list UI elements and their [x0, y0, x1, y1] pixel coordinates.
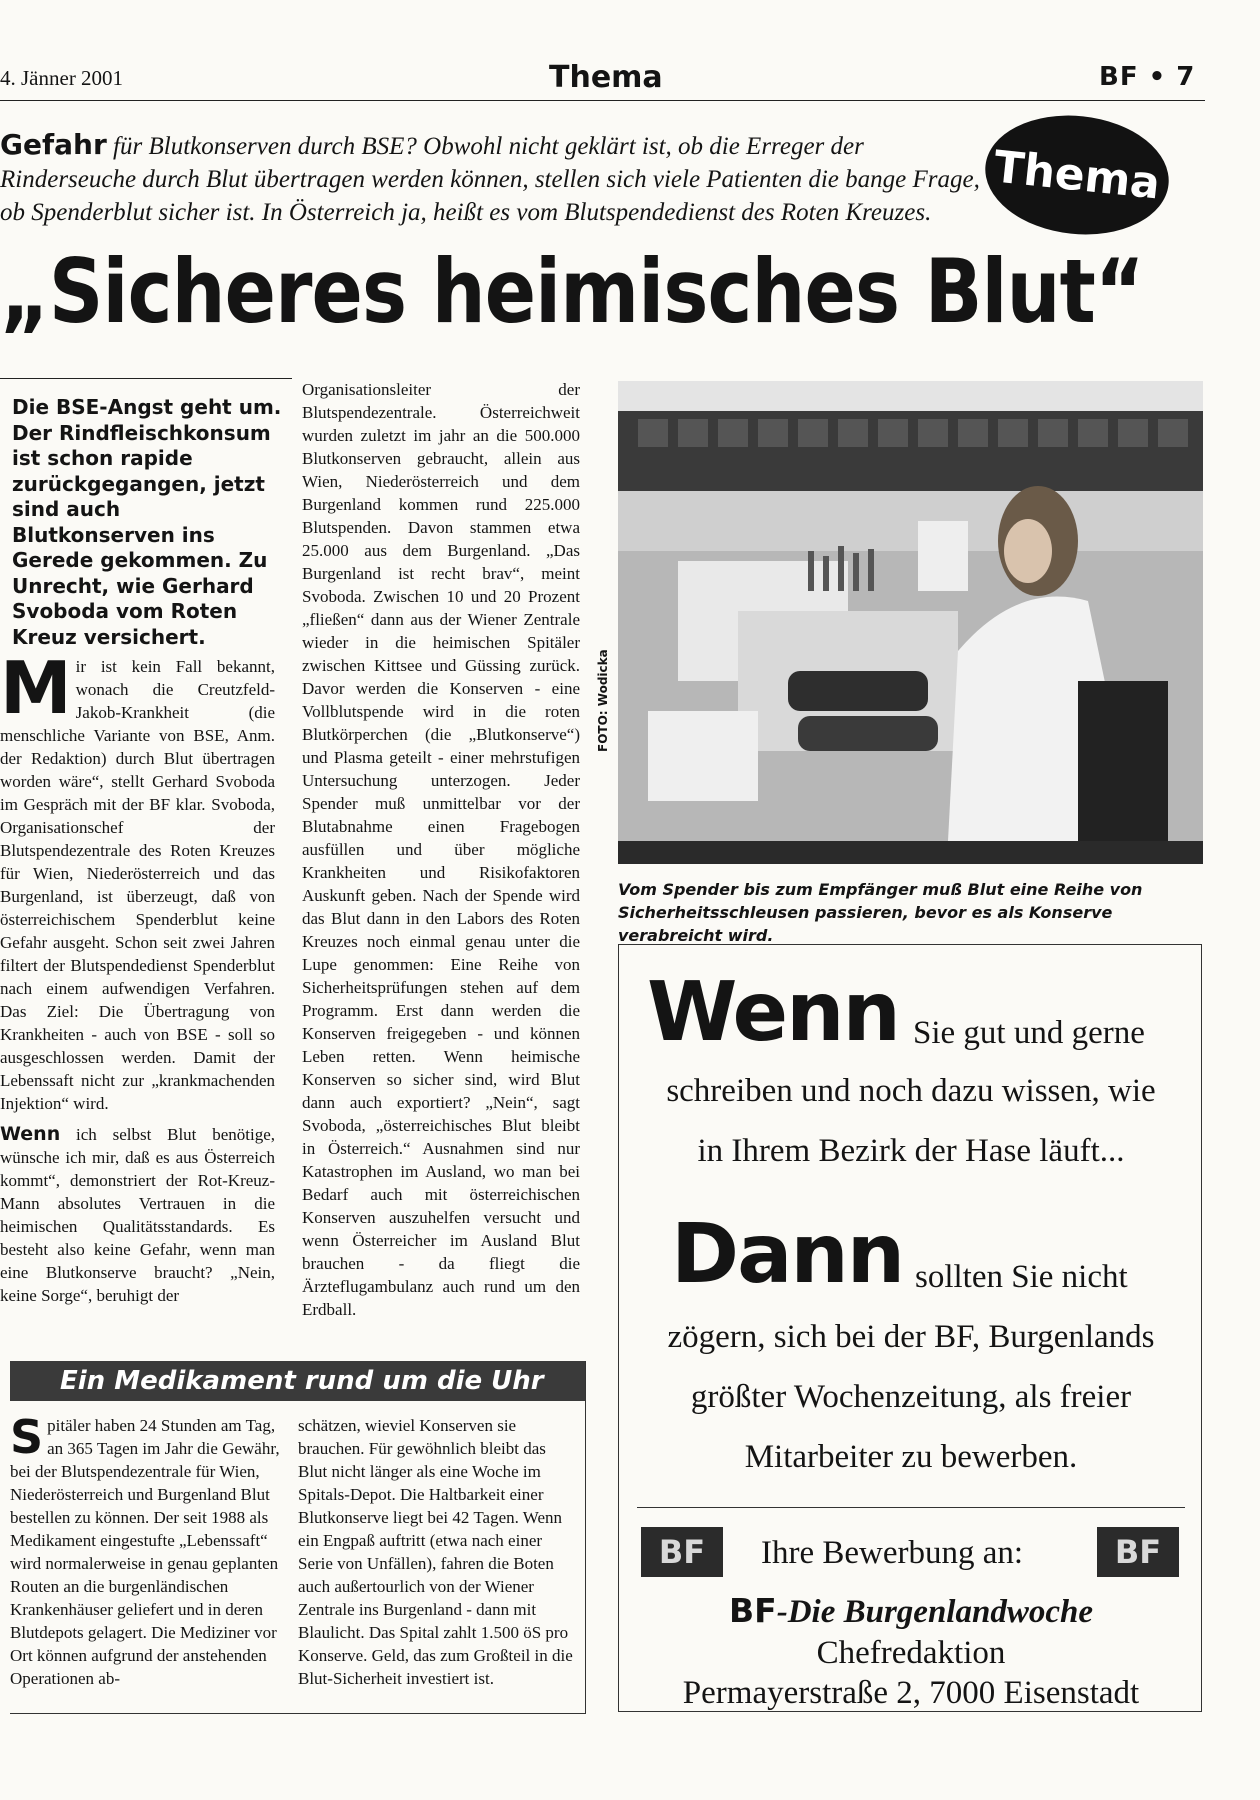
headline: „Sicheres heimisches Blut“	[0, 240, 1144, 343]
ad-organisation	[619, 1591, 1203, 1631]
ad-address: Permayerstraße 2, 7000 Eisenstadt	[682, 1675, 1140, 1711]
ad-line-6: größter Wochenzeitung, als freier	[690, 1379, 1132, 1415]
ad-line-4: sollten Sie nicht	[915, 1259, 1128, 1295]
thema-badge	[979, 107, 1174, 244]
kicker-text: für Blutkonserven durch BSE? Obwohl nicht geklärt ist, ob die Erreger der Rinderseuche durch Blut übertragen werden können, stellen sich viele Patienten die bange Frage, ob Spenderblut sicher ist. In Österreich ja, heißt es vom Blutspendedienst des Roten Kreuzes.	[0, 133, 980, 226]
kicker-lead: Gefahr	[0, 128, 107, 161]
box-column-1	[10, 1410, 280, 1690]
intro-teaser: Die BSE-Angst geht um. Der Rindfleischkonsum ist schon rapide zurückgegangen, jetzt sind auch Blutkonserven ins Gerede gekommen. Zu Unrecht, wie Gerhard Svoboda vom Roten Kreuz versichert.	[12, 395, 282, 649]
intro-rule	[0, 378, 292, 379]
article-column-1	[0, 646, 275, 1307]
ad-line-5: zögern, sich bei der BF, Burgenlands	[667, 1319, 1155, 1355]
box-border-bottom	[10, 1713, 586, 1714]
ad-wenn: Wenn	[647, 965, 899, 1060]
badge-label: Thema	[991, 140, 1163, 210]
bf-logo-left: BF	[641, 1527, 723, 1577]
ad-org-bold: BF	[729, 1591, 777, 1630]
ad-apply: Ihre Bewerbung an:	[761, 1535, 1024, 1571]
box-drop-cap: S	[10, 1410, 44, 1464]
paragraph-2	[0, 1123, 275, 1307]
photo-caption: Vom Spender bis zum Empfänger muß Blut eine Reihe von Sicherheitsschleusen passieren, bevor es als Konserve verabreicht wird.	[618, 880, 1143, 945]
bf-logo-right: BF	[1097, 1527, 1179, 1577]
lab-photo	[618, 381, 1203, 864]
drop-cap: M	[0, 646, 72, 730]
paragraph-2-text: ich selbst Blut benötige, wünsche ich mir, daß es aus Österreich kommt“, demonstriert der Rot-Kreuz-Mann absolutes Vertrauen in die heimischen Qualitätsstandards. Es besteht also keine Gefahr, wenn man eine Blutkonserve braucht? „Nein, keine Sorge“, beruhigt der	[0, 1125, 275, 1305]
header-rule	[0, 100, 1205, 101]
page-number: BF • 7	[1099, 62, 1196, 92]
photo-credit: FOTO: Wodicka	[596, 649, 610, 752]
box-column-1-text: pitäler haben 24 Stunden am Tag, an 365 Tagen im Jahr die Gewähr, bei der Blutspendezentrale für Wien, Niederösterreich und Burgenland Blut bestellen zu können. Der seit 1988 als Medikament eingestufte „Lebenssaft“ wird normalerweise in genau geplanten Routen an die burgenländischen Krankenhäuser geliefert und in deren Blutdepots gelagert. Die Mediziner vor Ort können aufgrund der anstehenden Operationen ab-	[10, 1416, 280, 1688]
box-title: Ein Medikament rund um die Uhr	[60, 1366, 544, 1396]
article-column-2: Organisationsleiter der Blutspendezentrale. Österreichweit wurden zuletzt im jahr an die 500.000 Blutkonserven gebraucht, allein aus Wien, Niederösterreich und dem Burgenland kommen rund 225.000 Blutspenden. Davon stammen etwa 25.000 aus dem Burgenland. „Das Burgenland ist recht brav“, meint Svoboda. Zwischen 10 und 20 Prozent „fließen“ dann aus der Wiener Zentrale wieder in die heimischen Spitäler zwischen Kittsee und Güssing zurück. Davor werden die Konserven - eine Vollblutspende wird in die roten Blutkörperchen (die „Blutkonserve“) und Plasma geteilt - einer mehrstufigen Untersuchung unterzogen. Jeder Spender muß unmittelbar vor der Blutabnahme einen Fragebogen ausfüllen und über mögliche Krankheiten und Risikofaktoren Auskunft geben. Nach der Spende wird das Blut dann in den Labors des Roten Kreuzes noch einmal genau unter die Lupe genommen: Eine Reihe von Sicherheitsprüfungen stehen auf dem Programm. Erst dann werden die Konserven freigegeben - und können Leben retten. Wenn heimische Konserven so sicher sind, wird Blut dann auch exportiert? „Nein“, sagt Svoboda, „österreichisches Blut bleibt in Österreich.“ Ausnahmen sind nur Katastrophen im Ausland, wo man bei Bedarf auch mit österreichischen Konserven auszuhelfen versucht und wenn Österreicher im Ausland Blut brauchen - da fliegt die Ärzteflugambulanz auch rund um den Erdball.	[302, 380, 580, 1319]
box-border-right	[585, 1361, 586, 1713]
ad-line-2: schreiben und noch dazu wissen, wie	[666, 1073, 1156, 1109]
ad-org-rest: -Die Burgenlandwoche	[776, 1594, 1093, 1630]
ad-dann: Dann	[671, 1207, 904, 1302]
job-advertisement	[618, 944, 1202, 1712]
box-column-2: schätzen, wieviel Konserven sie brauchen. Für gewöhnlich bleibt das Blut nicht länger als eine Woche im Spitals-Depot. Die Haltbarkeit einer Blutkonserve liegt bei 42 Tagen. Wenn ein Engpaß auftritt (etwa nach einer Serie von Unfällen), fahren die Boten auch außertourlich von der Wiener Zentrale ins Burgenland - dann mit Blaulicht. Das Spital zahlt 1.500 öS pro Konserve. Geld, das zum Großteil in die Blut-Sicherheit investiert ist.	[298, 1416, 573, 1688]
paragraph-1: ir ist kein Fall bekannt, wonach die Creutzfeld-Jakob-Krankheit (die menschliche Variante von BSE, Anm. der Redaktion) durch Blut übertragen worden wäre“, stellt Gerhard Svoboda im Gespräch mit der BF klar. Svoboda, Organisationschef der Blutspendezentrale des Roten Kreuzes für Wien, Niederösterreich und das Burgenland, ist überzeugt, daß von österreichischem Spenderblut keine Gefahr ausgeht. Schon seit zwei Jahren filtert der Blutspendedienst Spenderblut nach einem aufwendigen Verfahren. Das Ziel: Die Übertragung von Krankheiten - auch von BSE - soll so ausgeschlossen werden. Damit der Lebenssaft nicht zur „krankmachenden Injektion“ wird.	[0, 657, 275, 1113]
ad-divider	[637, 1507, 1185, 1508]
ad-department: Chefredaktion	[816, 1635, 1006, 1671]
kicker	[0, 128, 990, 229]
ad-line-7: Mitarbeiter zu bewerben.	[744, 1439, 1078, 1475]
ad-line-3: in Ihrem Bezirk der Hase läuft...	[697, 1133, 1125, 1169]
section-title: Thema	[549, 60, 663, 95]
lab-photo-illustration	[618, 381, 1203, 864]
issue-date: 4. Jänner 2001	[0, 66, 124, 90]
ad-line-1: Sie gut und gerne	[913, 1015, 1145, 1051]
paragraph-2-lead: Wenn	[0, 1123, 61, 1145]
